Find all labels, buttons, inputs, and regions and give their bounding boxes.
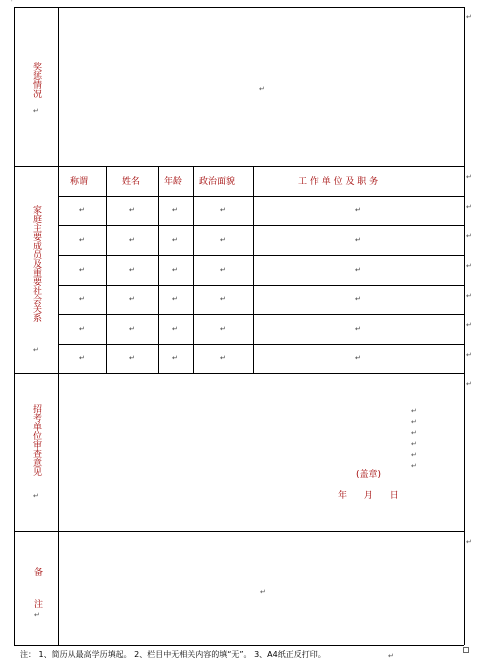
family-cell-mark[interactable]: ↵	[220, 354, 226, 362]
family-row-line	[58, 314, 464, 315]
family-cell-mark[interactable]: ↵	[355, 354, 361, 362]
family-cell-mark[interactable]: ↵	[220, 325, 226, 333]
date-label: 年 月 日	[338, 491, 399, 501]
paragraph-mark: ↵	[411, 429, 417, 437]
family-row-line	[58, 225, 464, 226]
family-cell-mark[interactable]: ↵	[129, 325, 135, 333]
table-resize-handle[interactable]	[463, 647, 469, 653]
row-end-mark: ↵	[466, 292, 472, 300]
family-cell-mark[interactable]: ↵	[172, 325, 178, 333]
paragraph-mark: ↵	[33, 492, 39, 500]
awards-label: 奖惩情况	[31, 62, 41, 98]
row-end-mark: ↵	[466, 380, 472, 388]
header-relation: 称谓	[70, 177, 89, 187]
table-left-border	[14, 7, 15, 645]
paragraph-mark: ↵	[411, 451, 417, 459]
family-cell-mark[interactable]: ↵	[172, 266, 178, 274]
paragraph-mark: ↵	[411, 418, 417, 426]
family-cell-mark[interactable]: ↵	[355, 236, 361, 244]
family-cell-mark[interactable]: ↵	[172, 206, 178, 214]
row-end-mark: ↵	[466, 538, 472, 546]
remarks-label-2: 注	[32, 599, 42, 608]
family-row-line	[58, 285, 464, 286]
row-end-mark: ↵	[466, 262, 472, 270]
row-end-mark: ↵	[466, 173, 472, 181]
family-cell-mark[interactable]: ↵	[79, 236, 85, 244]
family-col-line	[253, 166, 254, 373]
family-label: 家庭主要成员及重要社会关系	[31, 205, 41, 322]
family-cell-mark[interactable]: ↵	[355, 325, 361, 333]
paragraph-mark: ↵	[388, 652, 394, 660]
header-political-status: 政治面貌	[199, 177, 236, 187]
family-cell-mark[interactable]: ↵	[172, 236, 178, 244]
review-content-area[interactable]	[59, 374, 464, 531]
family-cell-mark[interactable]: ↵	[220, 206, 226, 214]
paragraph-mark: ↵	[260, 588, 266, 596]
seal-label: (盖章)	[356, 470, 382, 480]
family-row-line	[58, 344, 464, 345]
table-right-border	[464, 7, 465, 645]
header-name: 姓名	[122, 177, 141, 187]
family-cell-mark[interactable]: ↵	[355, 295, 361, 303]
family-cell-mark[interactable]: ↵	[129, 266, 135, 274]
family-cell-mark[interactable]: ↵	[79, 295, 85, 303]
family-cell-mark[interactable]: ↵	[355, 266, 361, 274]
header-age: 年龄	[164, 177, 183, 187]
family-cell-mark[interactable]: ↵	[129, 236, 135, 244]
paragraph-mark: ↵	[33, 346, 39, 354]
table-bottom-border	[14, 645, 464, 646]
row-end-mark: ↵	[466, 321, 472, 329]
paragraph-mark: ↵	[34, 611, 40, 619]
family-cell-mark[interactable]: ↵	[79, 325, 85, 333]
family-cell-mark[interactable]: ↵	[220, 295, 226, 303]
review-label: 招考单位审查意见	[31, 404, 41, 476]
family-cell-mark[interactable]: ↵	[129, 354, 135, 362]
family-row-line	[58, 255, 464, 256]
family-cell-mark[interactable]: ↵	[79, 266, 85, 274]
row-end-mark: ↵	[466, 13, 472, 21]
family-cell-mark[interactable]: ↵	[220, 266, 226, 274]
paragraph-mark: ↵	[411, 440, 417, 448]
family-cell-mark[interactable]: ↵	[220, 236, 226, 244]
family-cell-mark[interactable]: ↵	[172, 295, 178, 303]
remarks-label-1: 备	[32, 567, 42, 576]
paragraph-mark: ↵	[411, 462, 417, 470]
footer-note: 注： 1、简历从最高学历填起。 2、栏目中无相关内容的填“无”。 3、A4纸正反打印。	[20, 650, 326, 659]
section-divider-1	[14, 166, 464, 167]
family-cell-mark[interactable]: ↵	[79, 206, 85, 214]
family-row-line	[58, 196, 464, 197]
family-cell-mark[interactable]: ↵	[172, 354, 178, 362]
row-end-mark: ↵	[466, 351, 472, 359]
paragraph-mark: ↵	[411, 407, 417, 415]
family-col-line	[193, 166, 194, 373]
family-cell-mark[interactable]: ↵	[355, 206, 361, 214]
family-cell-mark[interactable]: ↵	[129, 295, 135, 303]
corner-mark: ˙	[10, 0, 14, 8]
paragraph-mark: ↵	[259, 85, 265, 93]
row-end-mark: ↵	[466, 203, 472, 211]
family-cell-mark[interactable]: ↵	[79, 354, 85, 362]
paragraph-mark: ↵	[33, 107, 39, 115]
family-col-line	[158, 166, 159, 373]
family-col-line	[106, 166, 107, 373]
header-workplace-position: 工 作 单 位 及 职 务	[298, 177, 379, 187]
row-end-mark: ↵	[466, 232, 472, 240]
family-cell-mark[interactable]: ↵	[129, 206, 135, 214]
